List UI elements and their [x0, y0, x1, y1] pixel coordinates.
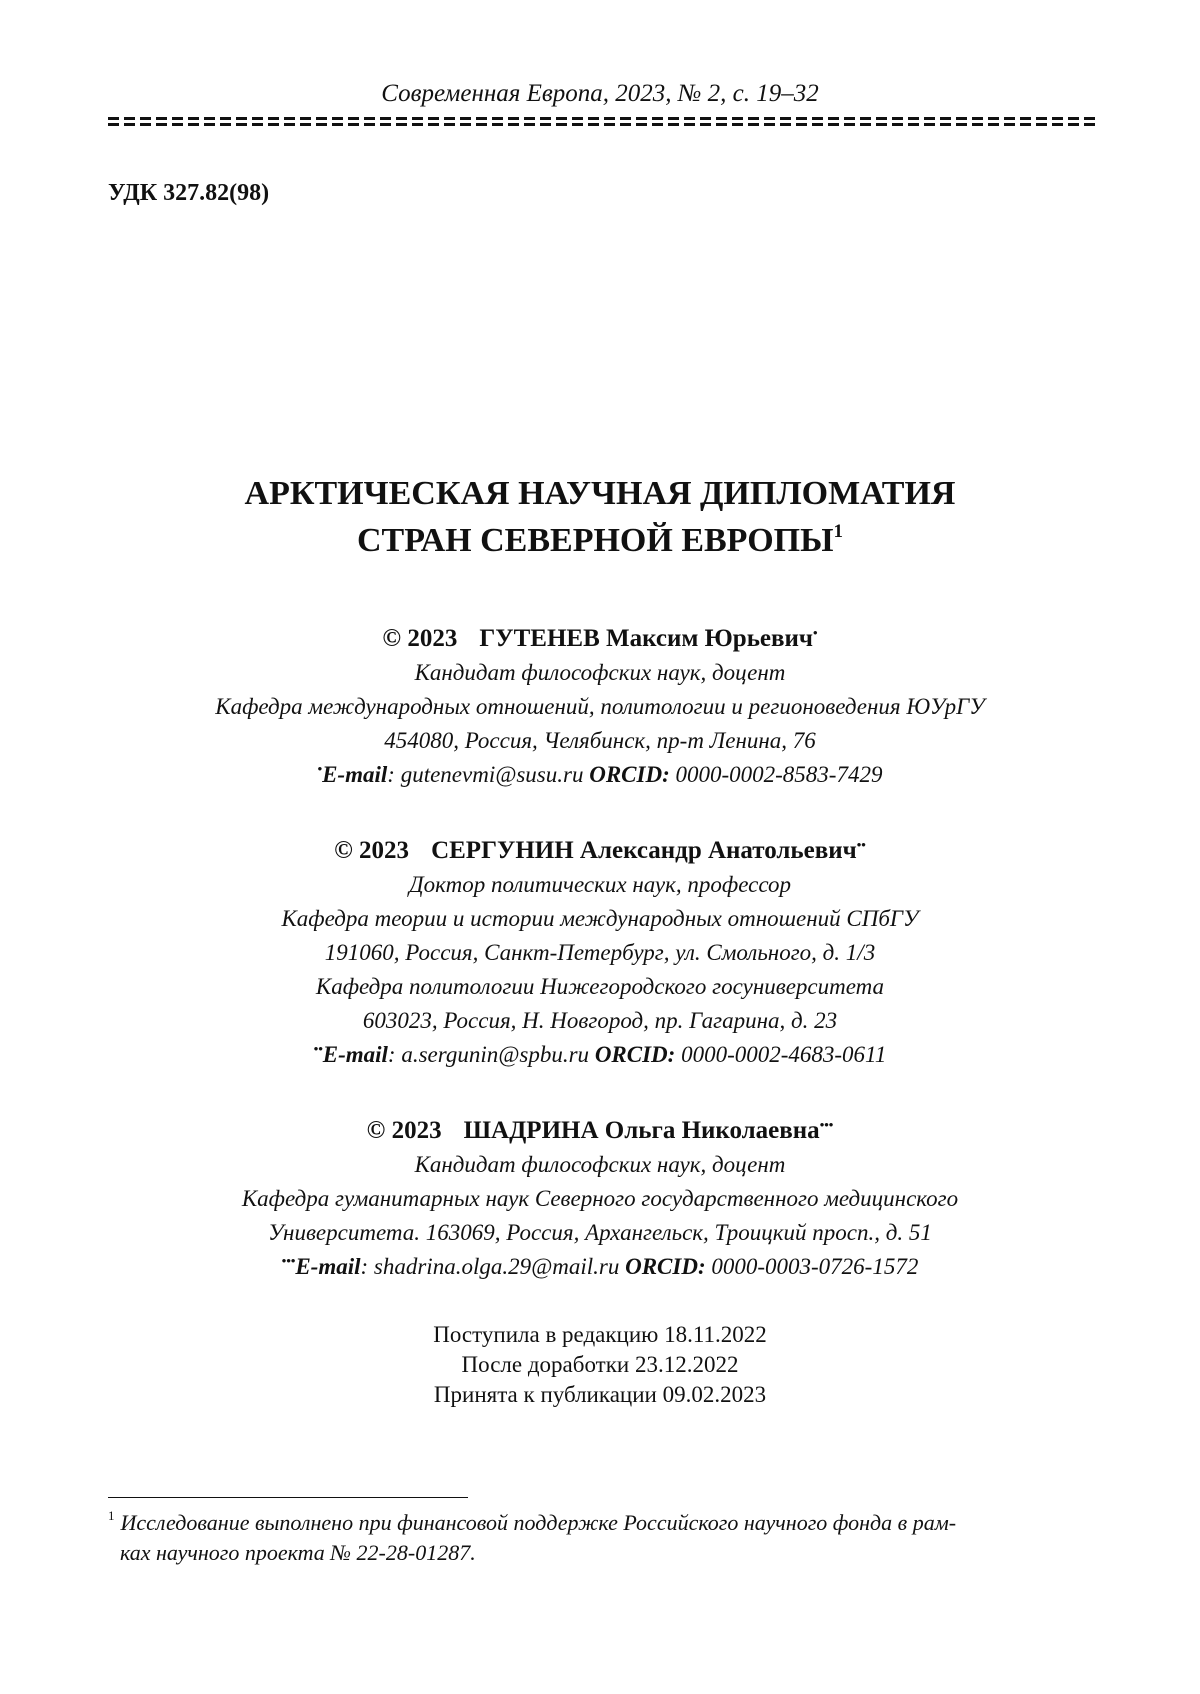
email-link[interactable]: shadrina.olga.29@mail.ru — [373, 1254, 620, 1279]
author-heading — [0, 832, 1200, 870]
email-label: E-mail — [322, 762, 388, 787]
author-affiliation: Кафедра международных отношений, политологии и регионоведения ЮУрГУ — [215, 694, 985, 719]
email-label: E-mail — [295, 1254, 361, 1279]
author-name: ШАДРИНА Ольга Николаевна — [463, 1117, 820, 1144]
author-mark: ••• — [819, 1117, 834, 1132]
author-address-2: 603023, Россия, Н. Новгород, пр. Гагарина, д. 23 — [362, 1008, 838, 1033]
orcid-id[interactable]: 0000-0002-4683-0611 — [681, 1042, 887, 1067]
copyright-year: © 2023 — [382, 625, 458, 652]
author-heading — [0, 1112, 1200, 1150]
orcid-label: ORCID: — [589, 762, 670, 787]
author-contacts: •••E-mail: shadrina.olga.29@mail.ru ORCID: 0000-0003-0726-1572 — [281, 1253, 919, 1279]
title-footnote-mark[interactable]: 1 — [833, 521, 844, 542]
author-degree: Кандидат философских наук, доцент — [414, 660, 786, 685]
date-received: Поступила в редакцию 18.11.2022 — [433, 1322, 767, 1347]
orcid-label: ORCID: — [594, 1042, 676, 1067]
footnote-line-2: ках научного проекта № 22-28-01287. — [120, 1540, 476, 1565]
orcid-id[interactable]: 0000-0002-8583-7429 — [675, 762, 883, 787]
author-mark: •• — [856, 837, 866, 852]
title-line-2-text: СТРАН СЕВЕРНОЙ ЕВРОПЫ — [356, 522, 834, 559]
article-title — [0, 470, 1200, 564]
author-block-sergunin — [0, 832, 1200, 1072]
footnote-separator — [108, 1497, 468, 1498]
email-link[interactable]: a.sergunin@spbu.ru — [401, 1042, 590, 1067]
journal-citation: Современная Европа, 2023, № 2, с. 19–32 — [381, 80, 819, 107]
footnote — [108, 1508, 1098, 1568]
footnote-line-1: Исследование выполнено при финансовой поддержке Российского научного фонда в рам- — [120, 1510, 957, 1535]
author-address: 191060, Россия, Санкт-Петербург, ул. Смольного, д. 1/3 — [324, 940, 876, 965]
email-mark: ••• — [281, 1253, 296, 1268]
author-degree: Доктор политических наук, профессор — [409, 872, 791, 897]
author-contacts: ••E-mail: a.sergunin@spbu.ru ORCID: 0000-0002-4683-0611 — [313, 1041, 887, 1067]
date-revised: После доработки 23.12.2022 — [461, 1352, 739, 1377]
author-contacts: •E-mail: gutenevmi@susu.ru ORCID: 0000-0002-8583-7429 — [317, 761, 883, 787]
submission-dates — [0, 1320, 1200, 1410]
email-mark: •• — [313, 1041, 323, 1056]
title-line-2 — [0, 517, 1200, 564]
header-double-rule — [108, 117, 1098, 127]
author-name: СЕРГУНИН Александр Анатольевич — [431, 837, 857, 864]
author-mark: • — [813, 625, 818, 640]
email-label: E-mail — [322, 1042, 388, 1067]
author-affiliation-2: Кафедра политологии Нижегородского госуниверситета — [315, 974, 885, 999]
author-block-gutenev — [0, 620, 1200, 792]
author-name: ГУТЕНЕВ Максим Юрьевич — [479, 625, 814, 652]
orcid-label: ORCID: — [625, 1254, 706, 1279]
author-block-shadrina — [0, 1112, 1200, 1284]
author-affiliation: Кафедра гуманитарных наук Северного государственного медицинского — [241, 1186, 959, 1211]
author-address: 454080, Россия, Челябинск, пр-т Ленина, 76 — [384, 728, 816, 753]
author-address: Университета. 163069, Россия, Архангельск, Троицкий просп., д. 51 — [268, 1220, 932, 1245]
udk-code: УДК 327.82(98) — [108, 180, 270, 206]
author-degree: Кандидат философских наук, доцент — [414, 1152, 786, 1177]
footnote-mark: 1 — [108, 1508, 115, 1523]
copyright-year: © 2023 — [366, 1117, 442, 1144]
email-link[interactable]: gutenevmi@susu.ru — [400, 762, 584, 787]
email-mark: • — [317, 761, 323, 776]
date-accepted: Принята к публикации 09.02.2023 — [433, 1382, 767, 1407]
orcid-id[interactable]: 0000-0003-0726-1572 — [711, 1254, 919, 1279]
copyright-year: © 2023 — [334, 837, 410, 864]
title-line-1: АРКТИЧЕСКАЯ НАУЧНАЯ ДИПЛОМАТИЯ — [244, 475, 956, 512]
author-heading — [0, 620, 1200, 658]
author-affiliation: Кафедра теории и истории международных отношений СПбГУ — [281, 906, 919, 931]
